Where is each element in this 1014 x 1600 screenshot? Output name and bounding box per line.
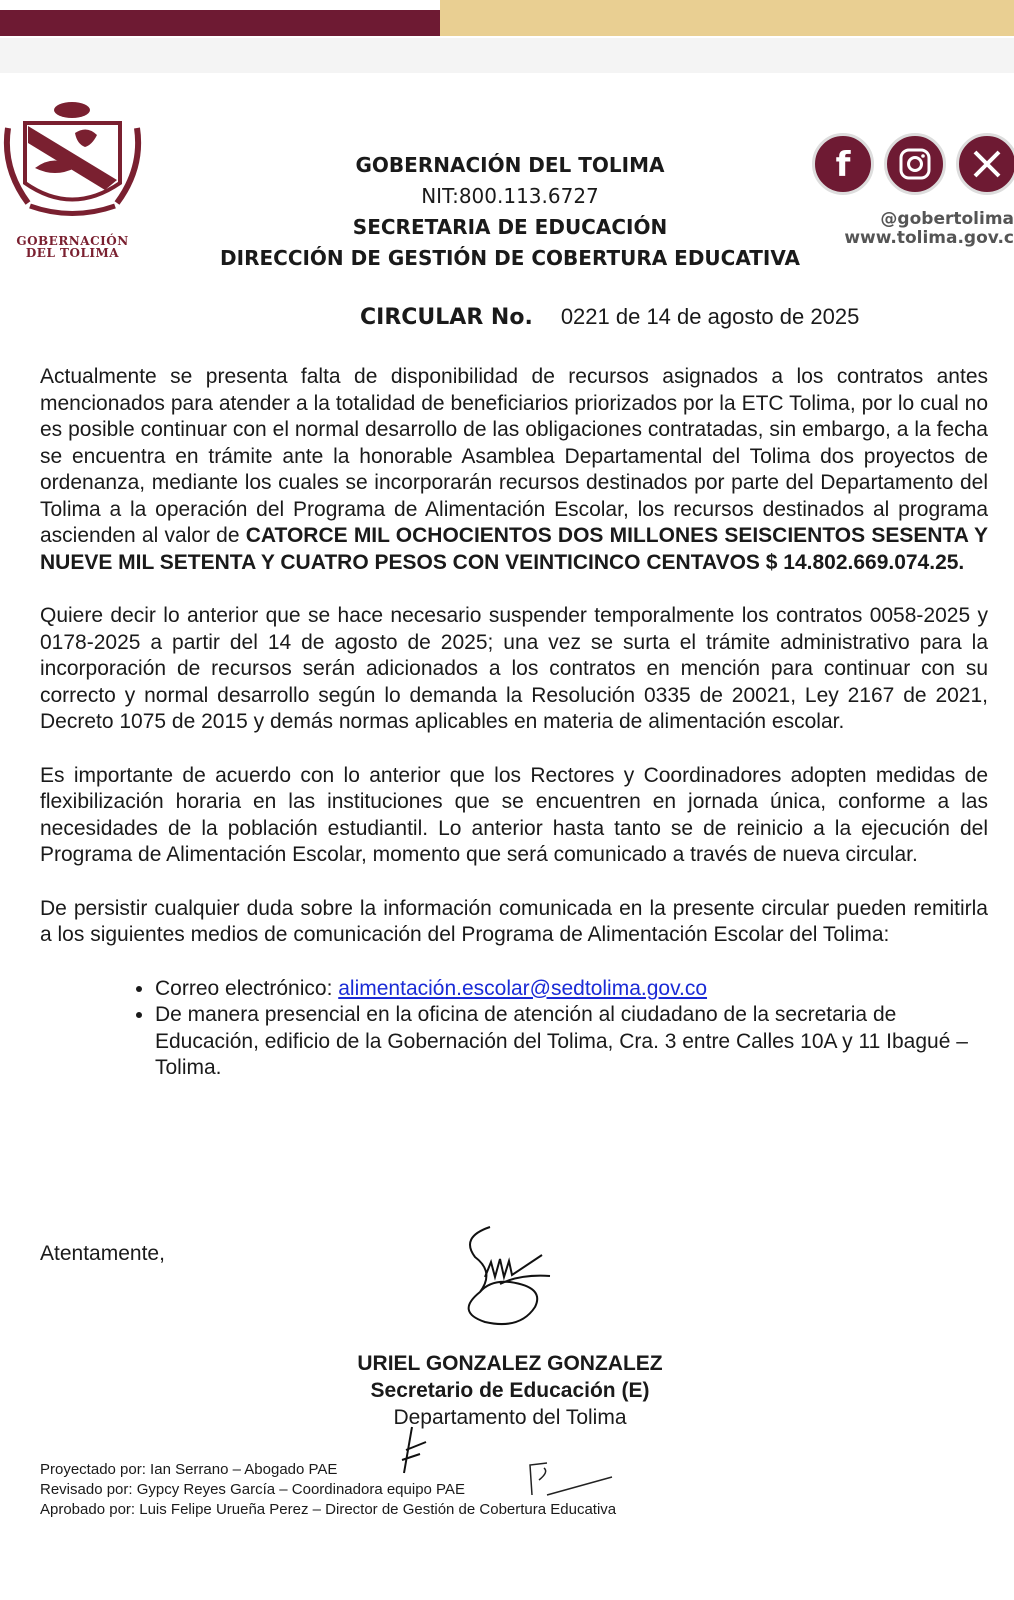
social-handle: @gobertolima	[880, 209, 1014, 229]
email-label: Correo electrónico:	[155, 976, 339, 1000]
signer-title: Secretario de Educación (E)	[370, 1379, 650, 1402]
website: www.tolima.gov.c	[844, 228, 1014, 248]
contact-list	[40, 976, 988, 1082]
social-icons	[804, 130, 1014, 200]
banner-maroon-stripe	[0, 10, 440, 36]
paragraph-1-text: Actualmente se presenta falta de disponibilidad de recursos asignados a los contratos antes mencionados para atender a la totalidad de beneficiarios priorizados por la ETC Tolima, por lo cual no es posible continuar con el normal desarrollo de las obligaciones contratadas, sin embargo, a la fecha se encuentra en trámite ante la honorable Asamblea Departamental del Tolima dos proyectos de ordenanza, mediante los cuales se incorporarán recursos destinados por parte del Departamento del Tolima a la operación del Programa de Alimentación Escolar, los recursos destinados al programa ascienden al valor de	[40, 365, 988, 547]
signer-block	[330, 1350, 690, 1431]
x-icon	[956, 133, 1014, 195]
letter-body	[40, 364, 988, 1110]
paragraph-4: De persistir cualquier duda sobre la información comunicada en la presente circular pueden remitirla a los siguientes medios de comunicación del Programa de Alimentación Escolar del Tolima:	[40, 896, 988, 946]
paragraph-1	[40, 364, 988, 576]
email-link[interactable]: alimentación.escolar@sedtolima.gov.co	[338, 976, 708, 1000]
crest-caption-line-1: GOBERNACIÓN	[16, 234, 129, 248]
banner-gray-band	[0, 38, 1014, 73]
closing-text: Atentamente,	[40, 1242, 165, 1265]
circular-label: CIRCULAR No.	[360, 305, 533, 330]
nit-number: NIT:800.113.6727	[421, 184, 599, 208]
circular-number	[360, 304, 859, 330]
banner-gold-stripe	[440, 0, 1014, 36]
instagram-icon	[884, 133, 946, 195]
list-item	[155, 976, 988, 1003]
directorate-name: DIRECCIÓN DE GESTIÓN DE COBERTURA EDUCATIVA	[220, 246, 800, 270]
secretariat-name: SECRETARIA DE EDUCACIÓN	[352, 215, 668, 239]
signer-name: URIEL GONZALEZ GONZALEZ	[357, 1352, 663, 1375]
circular-value: 0221 de 14 de agosto de 2025	[560, 304, 860, 329]
amount-text: CATORCE MIL OCHOCIENTOS DOS MILLONES SEISCIENTOS SESENTA Y NUEVE MIL SETENTA Y CUATRO PESOS CON VEINTICINCO CENTAVOS $ 14.802.669.074.25.	[40, 524, 988, 574]
institution-name: GOBERNACIÓN DEL TOLIMA	[355, 153, 665, 177]
crest-caption	[0, 235, 145, 259]
gobernacion-crest-icon	[0, 98, 145, 218]
approved-by: Aprobado por: Luis Felipe Urueña Perez – Director de Gestión de Cobertura Educativa	[40, 1501, 617, 1518]
initials-mark	[392, 1425, 432, 1475]
paragraph-3: Es importante de acuerdo con lo anterior que los Rectores y Coordinadores adopten medidas de flexibilización horaria en las instituciones que se encuentren en jornada única, conforme a las necesidades de la población estudiantil. Lo anterior hasta tanto se de reinicio a la ejecución del Programa de Alimentación Escolar, momento que será comunicado a través de nueva circular.	[40, 763, 988, 866]
letterhead	[210, 150, 810, 274]
initials-mark	[527, 1460, 617, 1500]
top-banner	[0, 0, 1014, 38]
paragraph-2: Quiere decir lo anterior que se hace necesario suspender temporalmente los contratos 0058-2025 y 0178-2025 a partir del 14 de agosto de 2025; una vez se surta el trámite administrativo para la incorporación de recursos serán adicionados a los contratos en mención para continuar con su correcto y normal desarrollo según lo demanda la Resolución 0335 de 20021, Ley 2167 de 2021, Decreto 1075 de 2015 y demás normas aplicables en materia de alimentación escolar.	[40, 604, 988, 733]
contact-handles	[814, 210, 1014, 248]
list-item: • De manera presencial en la oficina de atención al ciudadano de la secretaria de Educación, edificio de la Gobernación del Tolima, Cra. 3 entre Calles 10A y 11 Ibagué – Tolima.	[155, 1002, 988, 1082]
signature-image	[450, 1222, 570, 1332]
reviewed-by: Revisado por: Gypcy Reyes García – Coordinadora equipo PAE	[40, 1481, 465, 1498]
projected-by: Proyectado por: Ian Serrano – Abogado PAE	[40, 1461, 338, 1478]
svg-text:f: f	[835, 145, 851, 185]
signer-department: Departamento del Tolima	[393, 1406, 627, 1429]
facebook-icon	[812, 133, 874, 195]
crest-caption-line-2: DEL TOLIMA	[25, 246, 120, 260]
